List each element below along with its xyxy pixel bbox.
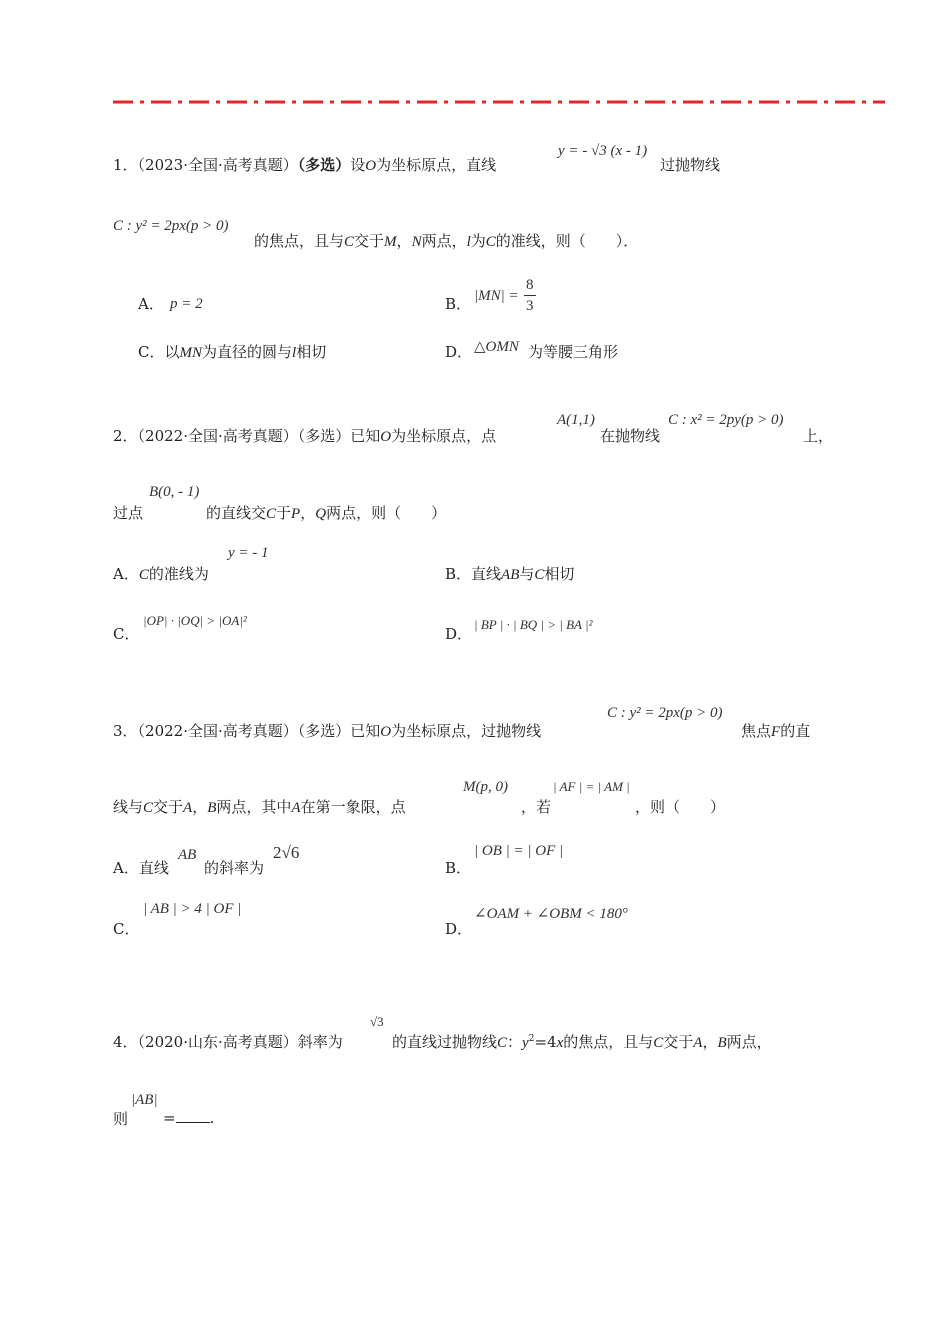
answer-blank[interactable] [176, 1108, 210, 1123]
q3-line2 [113, 796, 406, 817]
q3-text: 线与 [113, 798, 144, 816]
q1-option-a-label: A． [138, 295, 164, 313]
q4-text: 的直线过抛物线 [392, 1033, 498, 1051]
q1-text: 的准线，则（ ）． [495, 232, 639, 250]
q1-text: 为 [470, 232, 486, 250]
q3-var-A: A [183, 800, 193, 816]
q2-point-b: B(0, - 1) [149, 484, 200, 500]
q4-text: 则 [113, 1110, 129, 1128]
q2-option-b [445, 563, 574, 584]
q2-text: 两点，则（ ） [326, 504, 447, 522]
q4-line1 [392, 1031, 772, 1052]
q1-text: 的焦点，且与 [254, 232, 345, 250]
q4-var-B: B [717, 1035, 727, 1051]
q1-option-b-label: B． [445, 295, 472, 313]
q2-option-a-math: y = - 1 [228, 545, 269, 561]
q3-text: ， [192, 798, 208, 816]
q1-option-b-fraction-bar [524, 295, 536, 296]
q2-line2 [206, 502, 446, 523]
q4-answer-line [163, 1108, 214, 1127]
q3-line1-end [741, 720, 810, 741]
q2-option-b-label: B． [445, 565, 472, 583]
q2-var-AB: AB [501, 567, 520, 583]
q3-text: 焦点 [741, 722, 772, 740]
q3-point-m: M(p, 0) [463, 779, 508, 795]
q1-text: 以 [164, 343, 180, 361]
q2-parabola: C : x² = 2py(p > 0) [668, 412, 784, 428]
q3-var-B: B [207, 800, 217, 816]
q2-text: 相切 [544, 565, 575, 583]
q4-source: （2020·山东·高考真题）斜率为 [137, 1033, 343, 1051]
q3-text: 交于 [153, 798, 184, 816]
q3-option-a-math: 2√6 [273, 843, 300, 862]
q1-text: 过抛物线 [660, 156, 721, 174]
q1-option-d-label: D． [445, 343, 473, 361]
q3-option-d-label: D． [445, 920, 473, 938]
q2-var-Q: Q [315, 506, 327, 522]
q3-text: 为坐标原点，过抛物线 [391, 722, 542, 740]
q3-condition: | AF | = | AM | [553, 779, 630, 794]
q4-slope: √3 [370, 1014, 384, 1029]
dash-dot-divider [113, 98, 885, 106]
q3-parabola: C : y² = 2px(p > 0) [607, 705, 723, 721]
q1-text: 交于 [354, 232, 385, 250]
q1-var-C: C [344, 234, 355, 250]
q1-line-equation: y = - √3 (x - 1) [558, 143, 648, 159]
q2-source: （2022·全国·高考真题）（多选）已知 [137, 427, 381, 445]
q2-var-O: O [380, 429, 392, 445]
q4-line1-start [113, 1031, 343, 1052]
q4-var-C: C [653, 1035, 664, 1051]
q1-text: ， [396, 232, 412, 250]
q2-text: 直线 [471, 565, 502, 583]
q4-var-y: y [522, 1035, 529, 1051]
q4-period: . [209, 1109, 215, 1127]
q1-text: 设 [350, 156, 366, 174]
q2-text: 上， [803, 427, 834, 445]
q1-var-N: N [411, 234, 422, 250]
q1-option-b-denominator: 3 [526, 298, 534, 314]
q2-option-c-label: C． [113, 625, 140, 643]
q3-text: ，则（ ） [635, 798, 726, 816]
q1-text: 两点， [421, 232, 467, 250]
q1-source: （2023·全国·高考真题） [137, 156, 298, 174]
q3-var-O: O [380, 724, 392, 740]
q2-text: 的直线交 [206, 504, 267, 522]
q3-text: 的斜率为 [204, 859, 265, 877]
q2-option-a-label: A． [113, 565, 139, 583]
q3-text: 直线 [138, 859, 169, 877]
q1-var-MN: MN [179, 345, 202, 361]
q1-var-M: M [384, 234, 397, 250]
q1-option-d-text: 为等腰三角形 [528, 343, 619, 361]
q2-line1 [113, 425, 496, 446]
q1-var-l: l [466, 234, 471, 250]
q3-source: （2022·全国·高考真题）（多选）已知 [137, 722, 381, 740]
q3-text: 两点，其中 [216, 798, 292, 816]
q4-text: ： [507, 1033, 523, 1051]
q3-number: 3． [113, 722, 138, 740]
q2-option-d-label: D． [445, 625, 473, 643]
q3-var-C: C [143, 800, 154, 816]
q2-var-P: P [291, 506, 301, 522]
q3-option-b-label: B． [445, 859, 472, 877]
q2-var-C: C [534, 567, 545, 583]
q1-text: 为直径的圆与 [202, 343, 293, 361]
q3-option-c-math: | AB | > 4 | OF | [143, 901, 242, 917]
q1-var-C: C [485, 234, 496, 250]
q1-text: 为坐标原点，直线 [376, 156, 497, 174]
q1-option-d-math: △OMN [474, 339, 519, 355]
q4-var-C: C [497, 1035, 508, 1051]
q4-text: 交于 [663, 1033, 694, 1051]
q3-option-d-math: ∠OAM + ∠OBM < 180° [474, 906, 628, 922]
q2-var-C: C [266, 506, 277, 522]
q3-option-c-label: C． [113, 920, 140, 938]
q2-text: 于 [276, 504, 292, 522]
q3-var-F: F [771, 724, 781, 740]
q1-text: 相切 [296, 343, 327, 361]
q1-option-c [138, 341, 326, 362]
q4-superscript: 2 [528, 1034, 535, 1044]
q3-var-A: A [291, 800, 301, 816]
q2-text: 为坐标原点，点 [391, 427, 497, 445]
q3-text: ，若 [521, 798, 552, 816]
q1-option-b-math: |MN| = [474, 288, 519, 304]
q4-equals: = [163, 1109, 176, 1127]
q1-parabola: C : y² = 2px(p > 0) [113, 218, 229, 234]
q2-var-C: C [138, 567, 149, 583]
q1-var-l: l [292, 345, 297, 361]
q2-text: 与 [519, 565, 535, 583]
q2-text: 在抛物线 [600, 427, 661, 445]
q2-option-a [113, 563, 209, 584]
q4-text: =4 [534, 1033, 557, 1051]
q2-text: 的准线为 [148, 565, 209, 583]
q4-number: 4． [113, 1033, 138, 1051]
q3-text: 的直 [780, 722, 811, 740]
q1-option-a-math: p = 2 [170, 296, 203, 312]
q4-text: 的焦点，且与 [563, 1033, 654, 1051]
q4-abs-ab: |AB| [131, 1092, 158, 1108]
q2-point-a: A(1,1) [557, 412, 595, 428]
q3-option-a-label: A． [113, 859, 139, 877]
q1-tag: （多选） [297, 156, 351, 174]
q1-number: 1． [113, 156, 138, 174]
q2-option-d-math: | BP | · | BQ | > | BA |² [474, 617, 593, 632]
q1-line1 [113, 154, 496, 175]
q1-option-c-label: C． [138, 343, 165, 361]
q1-option-b-numerator: 8 [526, 277, 534, 293]
q2-text: ， [300, 504, 316, 522]
q4-text: 两点， [726, 1033, 772, 1051]
q1-var-O: O [365, 158, 377, 174]
q4-text: ， [702, 1033, 718, 1051]
q3-option-b-math: | OB | = | OF | [474, 843, 564, 859]
q2-text: 过点 [113, 504, 144, 522]
q3-option-a [113, 857, 169, 878]
q4-var-x: x [556, 1035, 564, 1051]
q4-var-A: A [693, 1035, 703, 1051]
q3-option-a-ab: AB [178, 847, 197, 863]
q3-line1 [113, 720, 541, 741]
q1-line2 [254, 230, 638, 251]
q3-text: 在第一象限，点 [300, 798, 406, 816]
q2-option-c-math: |OP| · |OQ| > |OA|² [143, 613, 247, 628]
q2-number: 2． [113, 427, 138, 445]
